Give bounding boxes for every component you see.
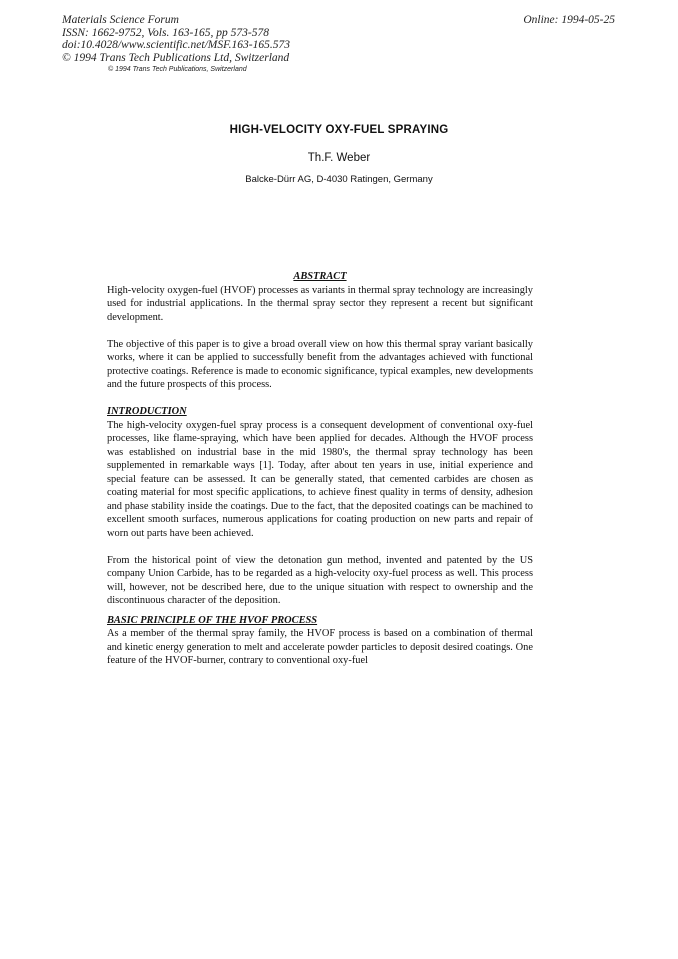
introduction-heading: INTRODUCTION: [107, 406, 187, 417]
introduction-paragraph-1: The high-velocity oxygen-fuel spray process is a consequent development of conventional oxy-fuel processes, like flame-spraying, which have been applied for decades. Although the HVOF process was established on industrial base in the mid 1980's, the thermal spray technology has been supplemented in remarkable ways [1]. Today, after about ten years in use, initial experience and special feature can be assessed. It can be generally stated, that cemented carbides are chosen as coating material for most specific applications, to achieve finest quality in terms of density, adhesion and phase stability inside the coatings. Due to the fact, that the deposited coatings can be machined to excellent smooth surfaces, numerous applications for coating production on new parts and repair of worn out parts have been achieved.: [107, 419, 533, 539]
basic-principle-heading: BASIC PRINCIPLE OF THE HVOF PROCESS: [107, 614, 318, 626]
author-affiliation: Balcke-Dürr AG, D-4030 Ratingen, Germany: [245, 174, 433, 185]
copyright-line: © 1994 Trans Tech Publications Ltd, Switzerland: [62, 51, 290, 64]
abstract-paragraph-2: The objective of this paper is to give a broad overall view on how this thermal spray variant basically works, where it can be applied to successfully benefit from the advantages achieved with functional protective coatings. Reference is made to economic significance, typical examples, new developments and the future prospects of this process.: [107, 338, 533, 390]
abstract-heading: ABSTRACT: [293, 271, 347, 282]
doi-link[interactable]: doi:10.4028/www.scientific.net/MSF.163-165.573: [62, 39, 290, 51]
journal-name: Materials Science Forum: [62, 14, 179, 26]
paper-title: HIGH-VELOCITY OXY-FUEL SPRAYING: [229, 124, 449, 136]
online-date: Online: 1994-05-25: [523, 14, 615, 26]
paper-author: Th.F. Weber: [307, 152, 371, 164]
abstract-paragraph-1: High-velocity oxygen-fuel (HVOF) processes as variants in thermal spray technology are increasingly used for industrial applications. In the thermal spray sector they represent a recent but significant development.: [107, 284, 533, 323]
citation-header: [62, 14, 290, 64]
issn-line: ISSN: 1662-9752, Vols. 163-165, pp 573-578: [62, 26, 269, 39]
basic-principle-paragraph-1: As a member of the thermal spray family, the HVOF process is based on a combination of thermal and kinetic energy generation to melt and accelerate powder particles to deposit desired coatings. One feature of the HVOF-burner, contrary to conventional oxy-fuel: [107, 628, 533, 666]
paper-body: [107, 270, 533, 668]
introduction-paragraph-2: From the historical point of view the detonation gun method, invented and patented by the US company Union Carbide, has to be regarded as a high-velocity oxy-fuel process as well. This process will, however, not be described here, due to the unique situation with respect to ownership and the discontinuous character of the deposition.: [107, 554, 533, 606]
publisher-notice: © 1994 Trans Tech Publications, Switzerland: [108, 66, 247, 73]
